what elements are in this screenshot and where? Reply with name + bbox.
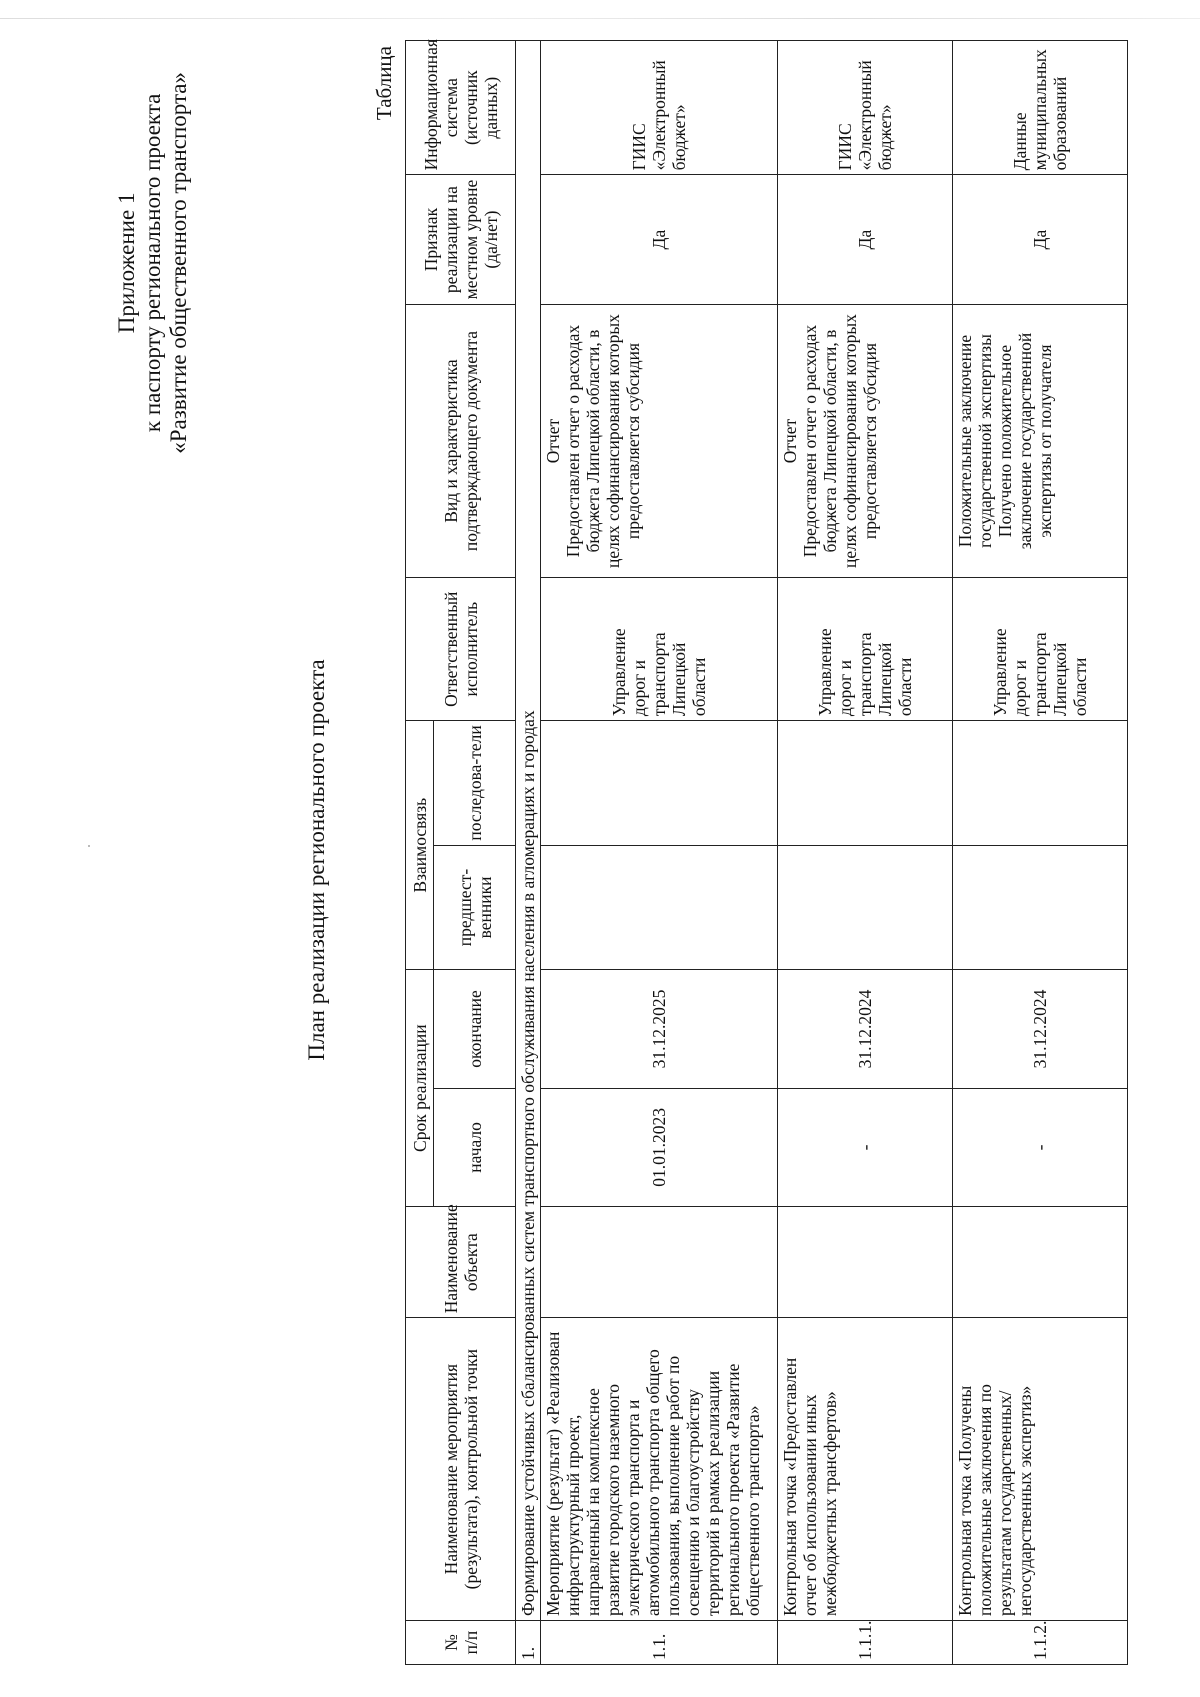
appendix-header [114,72,192,454]
col-num-header: № п/п [406,1621,516,1665]
col-event-header: Наименование мероприятия (результата), контрольной точки [406,1318,516,1621]
row-predecessors [541,845,778,970]
row-successors [953,721,1128,846]
row-event: Контрольная точка «Предоставлен отчет об использовании иных межбюджетных трансфертов» [778,1318,953,1621]
col-object-header: Наименование объекта [406,1207,516,1318]
table-caption: Таблица [372,46,396,121]
col-local-header: Признак реализации на местном уровне (да/нет) [406,175,516,304]
row-document [778,304,953,578]
row-predecessors [778,845,953,970]
row-local: Да [778,175,953,304]
row-document-title: Отчет [543,418,563,464]
row-successors [541,721,778,846]
table-row [541,41,778,1665]
row-local: Да [953,175,1128,304]
col-predecessors-header: предшест-венники [434,845,516,970]
col-executor-header: Ответственный исполнитель [406,578,516,721]
col-start-header: начало [434,1088,516,1206]
row-document-title: Отчет [780,418,800,464]
row-predecessors [953,845,1128,970]
page-title: План реализации регионального проекта [304,659,329,1061]
row-document-title: Положительные заключение государственной экспертизы [955,334,995,548]
row-document-text: Предоставлен отчет о расходах бюджета Липецкой области, в целях софинансирования которых предоставляется субсидия [563,314,643,568]
rotated-document-page [82,40,1122,1680]
row-successors [778,721,953,846]
appendix-line-3: «Развитие общественного транспорта» [166,72,191,454]
row-document [541,304,778,578]
row-infosystem: ГИИС «Электронный бюджет» [778,41,953,175]
row-start: - [953,1088,1128,1206]
col-end-header: окончание [434,970,516,1088]
row-executor: Управление дорог и транспорта Липецкой области [541,578,778,721]
row-object [953,1207,1128,1318]
row-infosystem: ГИИС «Электронный бюджет» [541,41,778,175]
table-row [778,41,953,1665]
scan-artifact-line [0,18,1200,19]
section-title: Формирование устойчивых сбалансированных систем транспортного обслуживания населения в агломерациях и городах [516,41,541,1621]
appendix-line-2: к паспорту регионального проекта [140,93,165,433]
row-object [778,1207,953,1318]
row-num: 1.1.1. [778,1621,953,1665]
row-num: 1.1. [541,1621,778,1665]
row-executor: Управление дорог и транспорта Липецкой области [778,578,953,721]
col-relation-header: Взаимосвязь [406,721,434,970]
appendix-line-1: Приложение 1 [114,192,139,334]
col-successors-header: последова-тели [434,721,516,846]
row-event: Мероприятие (результат) «Реализован инфраструктурный проект, направленный на комплексное развитие городского наземного электрического транспорта и автомобильного транспорта общего пользования, выполнение работ по освещению и благоустройству территорий в рамках реализации регионального проекта «Развитие общественного транспорта» [541,1318,778,1621]
row-infosystem: Данные муниципальных образований [953,41,1128,175]
row-document-text: Предоставлен отчет о расходах бюджета Липецкой области, в целях софинансирования которых предоставляется субсидия [800,314,880,568]
table-row [953,41,1128,1665]
row-start: 01.01.2023 [541,1088,778,1206]
row-local: Да [541,175,778,304]
row-end: 31.12.2025 [541,970,778,1088]
col-term-header: Срок реализации [406,970,434,1207]
section-num: 1. [516,1621,541,1665]
col-document-header: Вид и характеристика подтверждающего документа [406,304,516,578]
row-end: 31.12.2024 [953,970,1128,1088]
row-end: 31.12.2024 [778,970,953,1088]
col-infosystem-header: Информационная система (источник данных) [406,41,516,175]
row-document [953,304,1128,578]
row-executor: Управление дорог и транспорта Липецкой области [953,578,1128,721]
row-num: 1.1.2. [953,1621,1128,1665]
row-object [541,1207,778,1318]
row-document-text: Получено положительное заключение государственной экспертизы от получателя [995,332,1055,550]
row-start: - [778,1088,953,1206]
plan-table [405,40,1128,1665]
section-row [516,41,541,1665]
row-event: Контрольная точка «Получены положительные заключения по результатам государственных/негосударственных экспертиз» [953,1318,1128,1621]
